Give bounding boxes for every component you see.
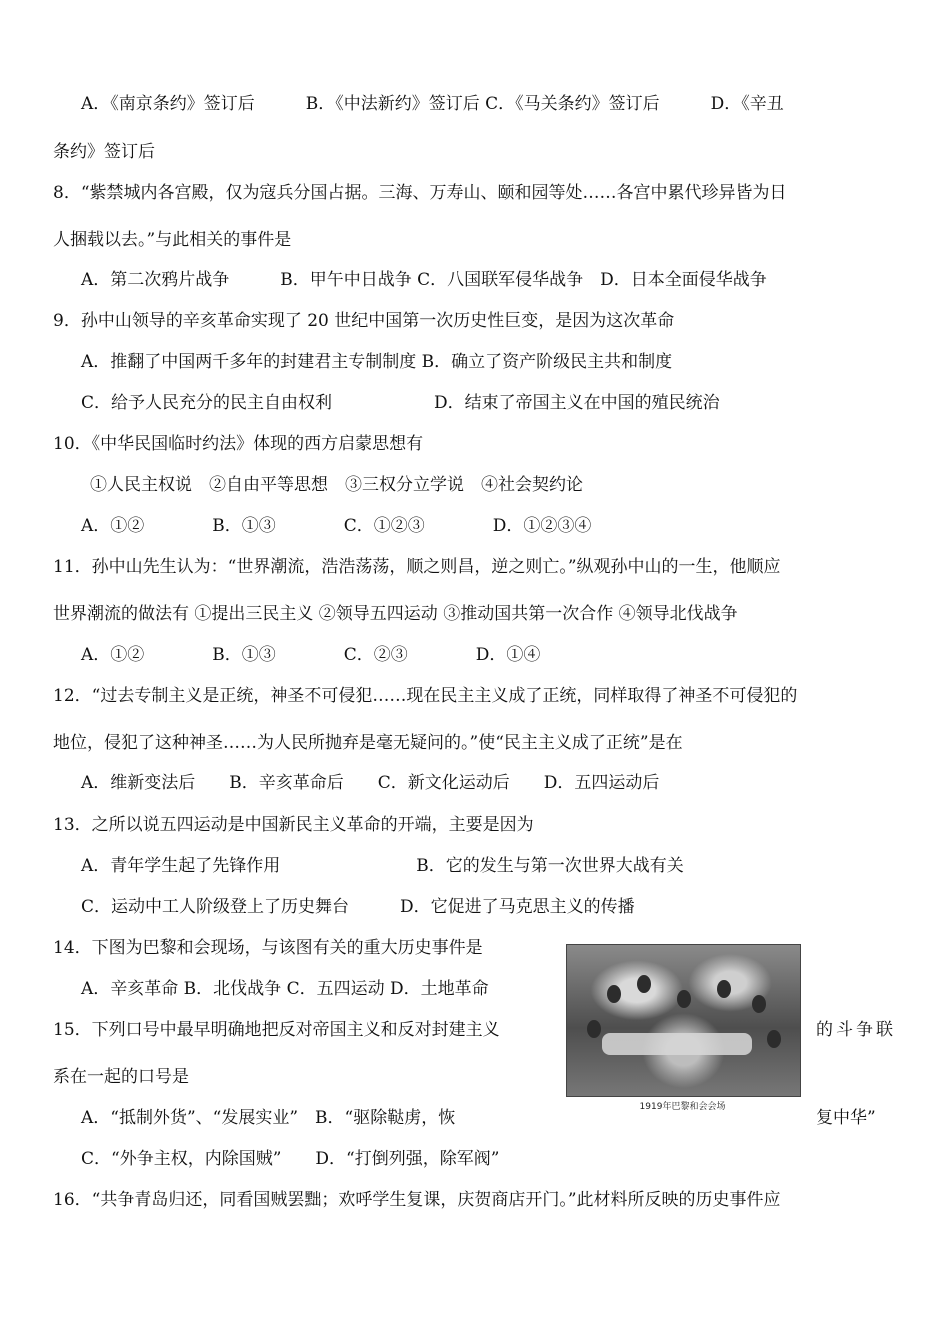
options-13-cd: C．运动中工人阶级登上了历史舞台 D．它促进了马克思主义的传播 bbox=[81, 897, 635, 917]
options-15-ab-tail: 复中华” bbox=[816, 1108, 876, 1128]
photo-figure bbox=[607, 985, 621, 1003]
photo-caption: 1919年巴黎和会会场 bbox=[639, 1102, 726, 1112]
photo-table bbox=[602, 1033, 752, 1055]
options-12: A．维新变法后 B．辛亥革命后 C．新文化运动后 D．五四运动后 bbox=[81, 773, 660, 793]
question-15: 15．下列口号中最早明确地把反对帝国主义和反对封建主义 bbox=[53, 1020, 500, 1040]
options-13-ab: A．青年学生起了先锋作用 B．它的发生与第一次世界大战有关 bbox=[81, 856, 684, 876]
question-12: 12．“过去专制主义是正统，神圣不可侵犯……现在民主主义成了正统，同样取得了神圣不可侵犯的 bbox=[53, 686, 798, 706]
options-9-cd: C．给予人民充分的民主自由权利 D．结束了帝国主义在中国的殖民统治 bbox=[81, 393, 720, 413]
photo-figure bbox=[717, 980, 731, 998]
photo-figure bbox=[752, 995, 766, 1013]
text-line: 地位，侵犯了这种神圣……为人民所抛弃是毫无疑问的。”使“民主主义成了正统”是在 bbox=[53, 733, 683, 753]
question-16: 16．“共争青岛归还，同看国贼罢黜；欢呼学生复课，庆贺商店开门。”此材料所反映的历史事件应 bbox=[53, 1190, 781, 1210]
paris-peace-conference-photo bbox=[566, 944, 801, 1097]
photo-figure bbox=[587, 1020, 601, 1038]
question-14: 14．下图为巴黎和会现场，与该图有关的重大历史事件是 bbox=[53, 938, 483, 958]
text-line: 条约》签订后 bbox=[53, 142, 155, 162]
question-13: 13．之所以说五四运动是中国新民主义革命的开端，主要是因为 bbox=[53, 815, 534, 835]
options-10: A．①② B．①③ C．①②③ D．①②③④ bbox=[81, 516, 592, 536]
options-15-cd: C．“外争主权，内除国贼” D．“打倒列强，除军阀” bbox=[81, 1149, 500, 1169]
photo-figure bbox=[767, 1030, 781, 1048]
statements-10: ①人民主权说 ②自由平等思想 ③三权分立学说 ④社会契约论 bbox=[90, 475, 583, 495]
question-11: 11．孙中山先生认为：“世界潮流，浩浩荡荡，顺之则昌，逆之则亡。”纵观孙中山的一生，他顺应 bbox=[53, 557, 781, 577]
options-15-ab: A．“抵制外货”、“发展实业” B．“驱除鞑虏，恢 bbox=[81, 1108, 456, 1128]
question-10: 10．《中华民国临时约法》体现的西方启蒙思想有 bbox=[53, 434, 424, 454]
question-15-tail: 的斗争联 bbox=[816, 1020, 896, 1040]
text-line: A．《南京条约》签订后 B．《中法新约》签订后 C．《马关条约》签订后 D．《辛丑 bbox=[81, 94, 784, 114]
options-9-ab: A．推翻了中国两千多年的封建君主专制制度 B．确立了资产阶级民主共和制度 bbox=[81, 352, 673, 372]
photo-figure bbox=[637, 975, 651, 993]
options-11: A．①② B．①③ C．②③ D．①④ bbox=[81, 645, 541, 665]
question-8: 8．“紫禁城内各宫殿，仅为寇兵分国占据。三海、万寿山、颐和园等处……各宫中累代珍异皆为日 bbox=[53, 183, 787, 203]
photo-figure bbox=[677, 990, 691, 1008]
text-line: 人捆载以去。”与此相关的事件是 bbox=[53, 230, 292, 250]
text-line: 系在一起的口号是 bbox=[53, 1067, 189, 1087]
question-9: 9．孙中山领导的辛亥革命实现了 20 世纪中国第一次历史性巨变，是因为这次革命 bbox=[53, 311, 675, 331]
options-14: A．辛亥革命 B．北伐战争 C．五四运动 D．土地革命 bbox=[81, 979, 489, 999]
options-8: A．第二次鸦片战争 B．甲午中日战争 C．八国联军侵华战争 D．日本全面侵华战争 bbox=[81, 270, 767, 290]
text-line: 世界潮流的做法有 ①提出三民主义 ②领导五四运动 ③推动国共第一次合作 ④领导北伐战争 bbox=[53, 604, 738, 624]
